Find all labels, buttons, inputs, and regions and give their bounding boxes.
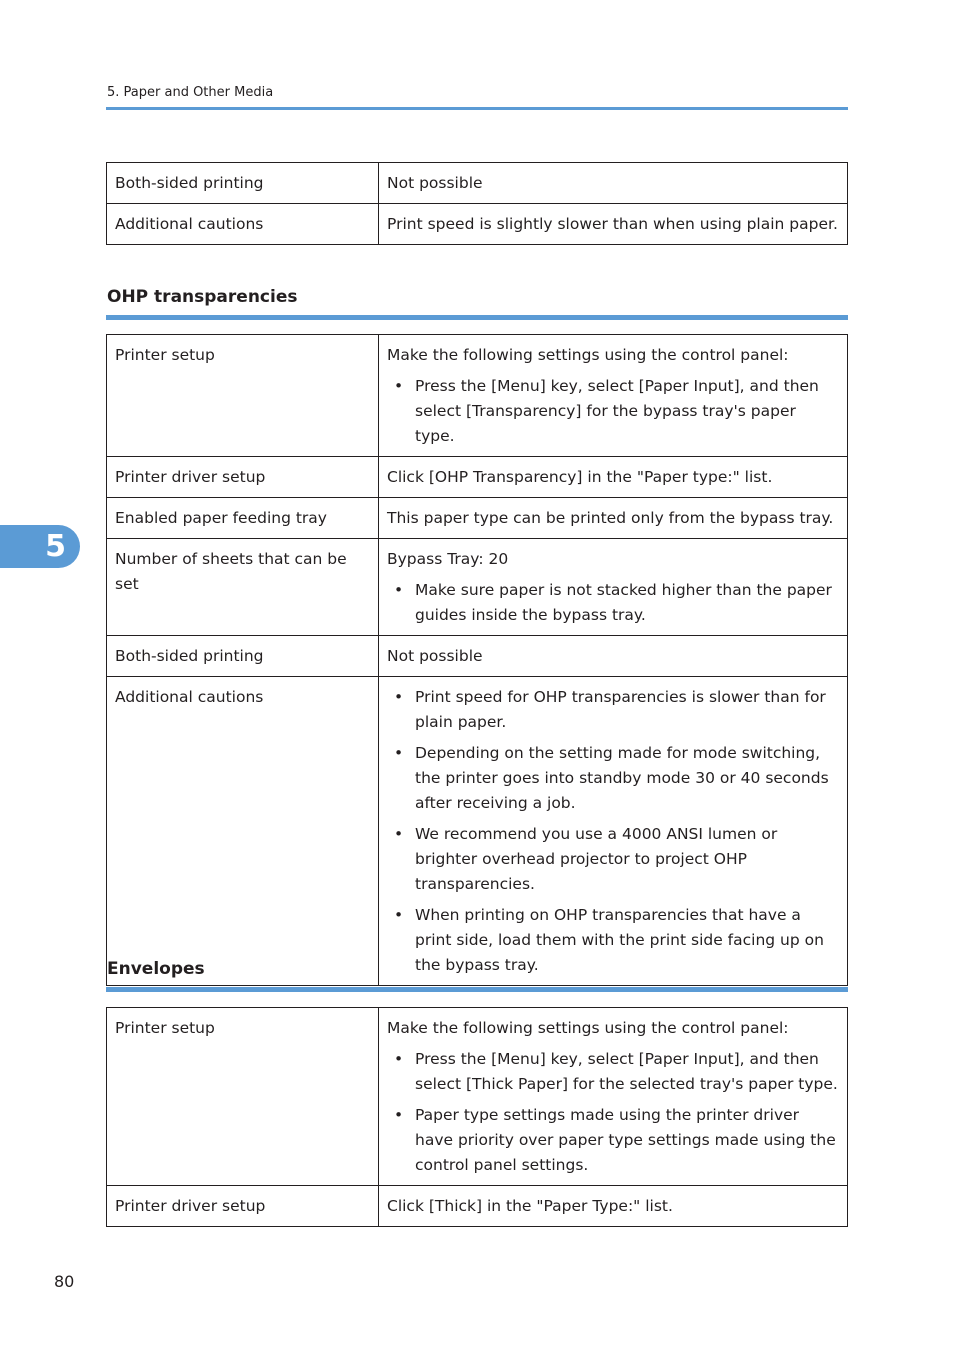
running-header: 5. Paper and Other Media [107, 85, 274, 100]
row-label: Additional cautions [107, 677, 379, 986]
section-rule [106, 987, 848, 992]
row-value: Click [OHP Transparency] in the "Paper type:" list. [379, 457, 848, 498]
row-text: Make the following settings using the control panel: [387, 1019, 789, 1037]
list-item: • Paper type settings made using the printer driver have priority over paper type settings made using the control panel settings. [415, 1103, 839, 1178]
bullet-list [387, 685, 839, 978]
bullet-list [387, 578, 839, 628]
row-value [379, 539, 848, 636]
list-item: • We recommend you use a 4000 ANSI lumen or brighter overhead projector to project OHP transparencies. [415, 822, 839, 897]
header-rule [106, 107, 848, 110]
row-label: Enabled paper feeding tray [107, 498, 379, 539]
row-label: Printer setup [107, 335, 379, 457]
top-spec-table [106, 162, 848, 245]
row-label: Both-sided printing [107, 636, 379, 677]
table-row [107, 636, 848, 677]
table-row [107, 498, 848, 539]
row-value: Not possible [379, 163, 848, 204]
section-title-ohp: OHP transparencies [107, 287, 298, 307]
section-title-envelopes: Envelopes [107, 959, 205, 979]
row-label: Printer setup [107, 1008, 379, 1186]
row-label: Printer driver setup [107, 1186, 379, 1227]
chapter-tab: 5 [0, 525, 80, 568]
row-value [379, 677, 848, 986]
table-row [107, 1008, 848, 1186]
row-label: Number of sheets that can be set [107, 539, 379, 636]
row-value [379, 335, 848, 457]
table-row [107, 539, 848, 636]
table-row [107, 163, 848, 204]
envelopes-spec-table [106, 1007, 848, 1227]
list-item: • Press the [Menu] key, select [Paper Input], and then select [Thick Paper] for the selected tray's paper type. [415, 1047, 839, 1097]
page-number: 80 [54, 1272, 75, 1291]
row-value: Not possible [379, 636, 848, 677]
table-row [107, 457, 848, 498]
list-item: • Press the [Menu] key, select [Paper Input], and then select [Transparency] for the bypass tray's paper type. [415, 374, 839, 449]
row-label: Additional cautions [107, 204, 379, 245]
row-label: Printer driver setup [107, 457, 379, 498]
ohp-spec-table [106, 334, 848, 986]
row-label: Both-sided printing [107, 163, 379, 204]
table-row [107, 335, 848, 457]
section-rule [106, 315, 848, 320]
list-item: • When printing on OHP transparencies that have a print side, load them with the print side facing up on the bypass tray. [415, 903, 839, 978]
row-text: Bypass Tray: 20 [387, 550, 509, 568]
table-row [107, 204, 848, 245]
table-row [107, 677, 848, 986]
bullet-list [387, 1047, 839, 1178]
table-row [107, 1186, 848, 1227]
row-text: Make the following settings using the control panel: [387, 346, 789, 364]
list-item: • Depending on the setting made for mode switching, the printer goes into standby mode 30 or 40 seconds after receiving a job. [415, 741, 839, 816]
row-value: Click [Thick] in the "Paper Type:" list. [379, 1186, 848, 1227]
row-value: This paper type can be printed only from the bypass tray. [379, 498, 848, 539]
bullet-list [387, 374, 839, 449]
list-item: • Print speed for OHP transparencies is slower than for plain paper. [415, 685, 839, 735]
row-value [379, 1008, 848, 1186]
row-value: Print speed is slightly slower than when using plain paper. [379, 204, 848, 245]
list-item: • Make sure paper is not stacked higher than the paper guides inside the bypass tray. [415, 578, 839, 628]
